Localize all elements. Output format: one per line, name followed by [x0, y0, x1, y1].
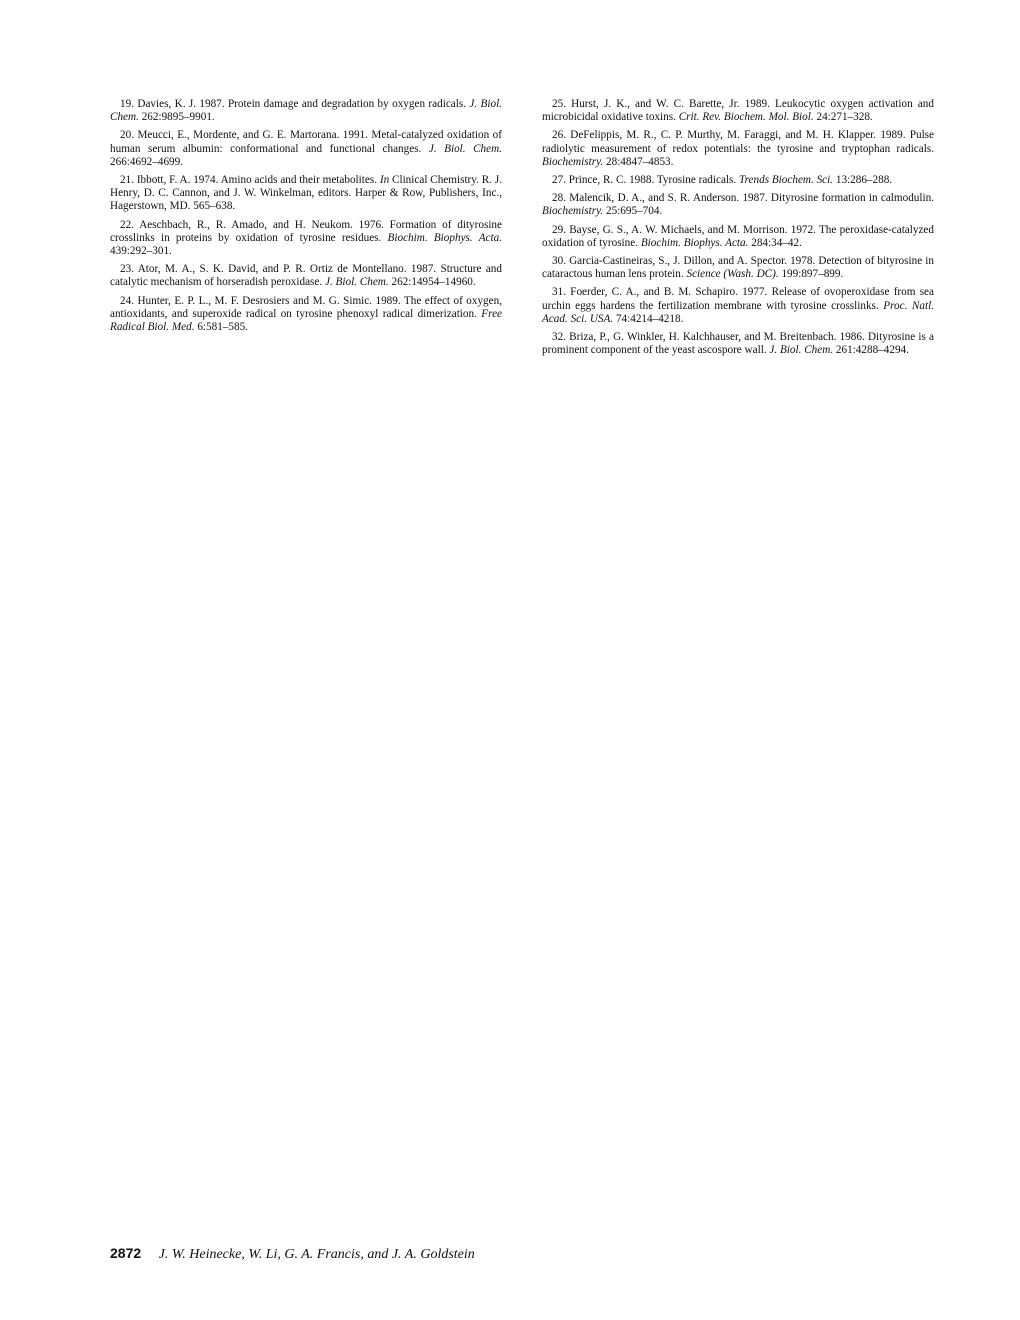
reference-28 [542, 192, 934, 218]
reference-text: 19. Davies, K. J. 1987. Protein damage and degradation by oxygen radicals. [120, 98, 470, 110]
reference-text: 262:14954–14960. [388, 276, 476, 289]
references-right-column [542, 98, 934, 362]
journal-title: Trends Biochem. Sci. [739, 174, 834, 187]
reference-text: 28:4847–4853. [603, 155, 674, 168]
page-number: 2872 [110, 1245, 142, 1261]
reference-20 [110, 129, 502, 169]
reference-22 [110, 219, 502, 259]
reference-text: 266:4692–4699. [110, 155, 184, 168]
reference-29 [542, 224, 934, 250]
reference-30 [542, 255, 934, 281]
reference-26 [542, 129, 934, 169]
journal-title: Biochemistry. [542, 205, 604, 218]
reference-text: 284:34–42. [748, 236, 802, 249]
reference-text: 22. Aeschbach, R., R. Amado, and H. Neukom. 1976. Formation of dityrosine crosslinks in proteins by oxidation of tyrosine residues. [110, 218, 502, 244]
reference-text: Clinical Chemistry. R. J. Henry, D. C. Cannon, and J. W. Winkelman, editors. Harper & Row, Publishers, Inc., Hagerstown, MD. 565–638. [110, 174, 503, 213]
journal-title: Proc. Natl. Acad. Sci. USA. [542, 299, 934, 325]
reference-23 [110, 263, 502, 289]
journal-title: J. Biol. Chem. [428, 142, 502, 155]
journal-title: Science (Wash. DC). [686, 268, 779, 281]
reference-text: 24. Hunter, E. P. L., M. F. Desrosiers and M. G. Simic. 1989. The effect of oxygen, antioxidants, and superoxide radical on tyrosine phenoxyl radical dimerization. [110, 294, 502, 320]
reference-27 [542, 174, 934, 187]
reference-text: 13:286–288. [833, 174, 893, 187]
page-footer [110, 1245, 475, 1263]
reference-text: 30. Garcia-Castineiras, S., J. Dillon, and A. Spector. 1978. Detection of bityrosine in cataractous human lens protein. [542, 255, 934, 281]
references-left-column [110, 98, 502, 339]
journal-title: Crit. Rev. Biochem. Mol. Biol. [678, 111, 814, 124]
reference-text: 199:897–899. [778, 268, 844, 281]
reference-text: 25:695–704. [603, 205, 663, 218]
reference-text: 32. Briza, P., G. Winkler, H. Kalchhauser, and M. Breitenbach. 1986. Dityrosine is a prominent component of the yeast ascospore wall. [542, 331, 934, 357]
reference-24 [110, 295, 502, 335]
reference-25 [542, 98, 934, 124]
reference-text: 26. DeFelippis, M. R., C. P. Murthy, M. Faraggi, and M. H. Klapper. 1989. Pulse radiolytic measurement of redox potentials: the tyrosine and tryptophan radicals. [542, 129, 934, 155]
reference-text: 74:4214–4218. [613, 312, 684, 325]
reference-text: 28. Malencik, D. A., and S. R. Anderson. 1987. Dityrosine formation in calmodulin. [552, 192, 934, 205]
journal-title: J. Biol. Chem. [110, 98, 502, 124]
reference-text: 6:581–585. [194, 321, 248, 334]
reference-19 [110, 98, 502, 124]
reference-text: 27. Prince, R. C. 1988. Tyrosine radicals. [552, 174, 739, 187]
journal-title: In [379, 174, 390, 187]
journal-title: Free Radical Biol. Med. [110, 307, 502, 334]
reference-31 [542, 286, 934, 326]
reference-text: 439:292–301. [110, 245, 172, 258]
reference-text: 262:9895–9901. [138, 111, 215, 124]
reference-text: 29. Bayse, G. S., A. W. Michaels, and M. Morrison. 1972. The peroxidase-catalyzed oxidation of tyrosine. [542, 223, 934, 249]
journal-title: J. Biol. Chem. [769, 344, 834, 357]
journal-title: Biochim. Biophys. Acta. [387, 231, 503, 244]
reference-32 [542, 331, 934, 357]
reference-text: 24:271–328. [813, 111, 873, 124]
reference-text: 25. Hurst, J. K., and W. C. Barette, Jr. 1989. Leukocytic oxygen activation and microbicidal oxidative toxins. [542, 98, 934, 124]
journal-title: Biochim. Biophys. Acta. [640, 236, 749, 249]
reference-text: 31. Foerder, C. A., and B. M. Schapiro. 1977. Release of ovoperoxidase from sea urchin eggs hardens the fertilization membrane with tyrosine crosslinks. [542, 286, 934, 312]
running-authors: J. W. Heinecke, W. Li, G. A. Francis, and J. A. Goldstein [158, 1247, 475, 1262]
reference-text: 261:4288–4294. [833, 344, 909, 357]
reference-text: 21. Ibbott, F. A. 1974. Amino acids and their metabolites. [120, 174, 380, 187]
reference-text: 20. Meucci, E., Mordente, and G. E. Martorana. 1991. Metal-catalyzed oxidation of human serum albumin: conformational and functional changes. [110, 129, 502, 155]
journal-title: Biochemistry. [542, 155, 604, 168]
reference-text: 23. Ator, M. A., S. K. David, and P. R. Ortiz de Montellano. 1987. Structure and catalytic mechanism of horseradish peroxidase. [110, 263, 502, 289]
journal-title: J. Biol. Chem. [324, 276, 389, 289]
reference-21 [110, 174, 502, 214]
